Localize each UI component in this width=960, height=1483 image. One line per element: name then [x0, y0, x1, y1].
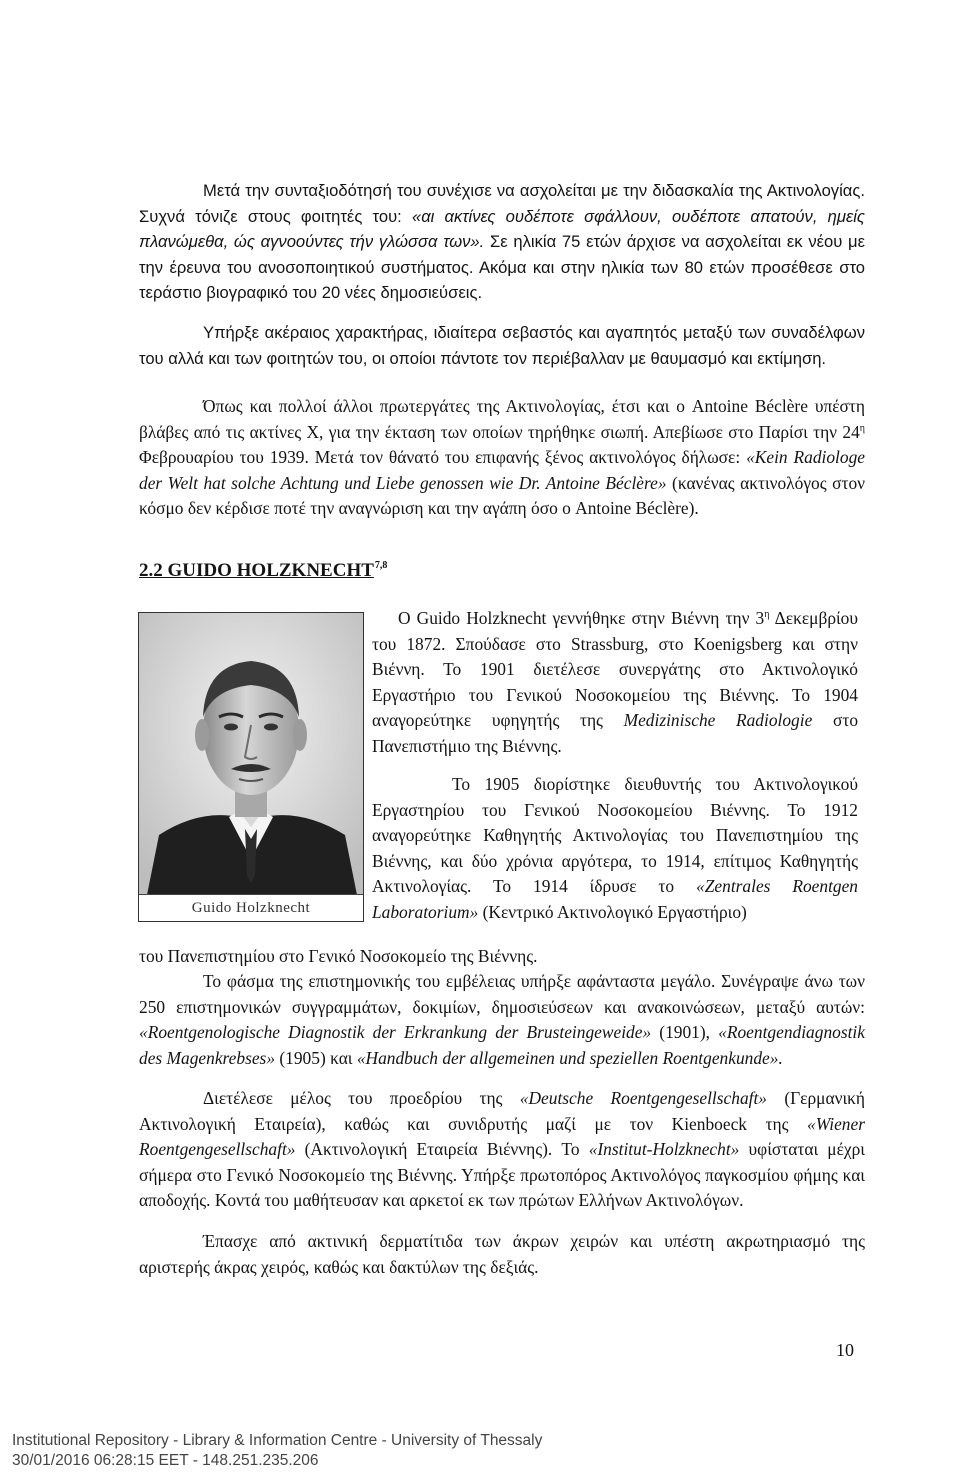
paragraph-death: Όπως και πολλοί άλλοι πρωτεργάτες της Ακτινολογίας, έτσι και ο Antoine Béclère υπέστη βλάβες από τις ακτίνες X, για την έκταση των οποίων τηρήθηκε σιωπή. Απεβίωσε στο Παρίσι την $24^\eta$ Φεβρουαρίου του 1939. Μετά τον θάνατό του επιφανής ξένος ακτινολόγος δήλωσε: «Kein Radiologe der Welt hat solche Achtung und Liebe genossen wie Dr. Antoine Béclère» (κανένας ακτινολόγος στον κόσμο δεν κέρδισε ποτέ την αναγνώριση και την αγάπη όσο ο Antoine Béclère). — [139, 396, 866, 519]
quote-german: «Kein Radiologe der Welt hat solche Achtung und Liebe genossen wie Dr. Antoine Béclère» — [139, 447, 865, 493]
paragraph-dermatitis: Έπασχε από ακτινική δερματίτιδα των άκρων χειρών και υπέστη ακρωτηριασμό της αριστερής άκρας χειρός, καθώς και δακτύλων της δεξιάς. — [139, 1231, 865, 1277]
page-number: 10 — [836, 1340, 854, 1360]
paragraph-bio-early: Ο Guido Holzknecht γεννήθηκε στην Βιέννη την $3^\eta$ Δεκεμβρίου του 1872. Σπούδασε στο Strassburg, στο Koenigsberg και στην Βιέννη. Το 1901 διετέλεσε συνεργάτης στο Ακτινολογικό Εργαστήριο του Γενικού Νοσοκομείου της Βιέννης. Το 1904 αναγορεύτηκε υφηγητής της Medizinische Radiologie στο Πανεπιστήμιο της Βιέννης. — [372, 608, 859, 756]
quote-greek: «αι ακτίνες ουδέποτε σφάλλουν, ουδέποτε απατούν, ημείς πλανώμεθα, ώς αγνοούντες τήν γλώσσα των». — [139, 206, 865, 252]
paragraph-character: Υπήρξε ακέραιος χαρακτήρας, ιδιαίτερα σεβαστός και αγαπητός μεταξύ των συναδέλφων του αλλά και των φοιτητών του, οι οποίοι πάντοτε τον περιέβαλλαν με θαυμασμό και εκτίμηση. — [139, 323, 865, 368]
paragraph-societies: Διετέλεσε μέλος του προεδρίου της «Deutsche Roentgengesellschaft» (Γερμανική Ακτινολογική Εταιρεία), καθώς και συνιδρυτής μαζί με τον Kienboeck της «Wiener Roentgengesellschaft» (Ακτινολογική Εταιρεία Βιέννης). Το «Institut-Holzknecht» υφίσταται μέχρι σήμερα στο Γενικό Νοσοκομείο της Βιέννης. Υπήρξε πρωτοπόρος Ακτινολόγος παγκοσμίου φήμης και αποδοχής. Κοντά του μαθήτευσαν και αρκετοί εκ των πρώτων Ελλήνων Ακτινολόγων. — [139, 1088, 865, 1211]
footer-timestamp: 30/01/2016 06:28:15 EET - 148.251.235.206 — [12, 1452, 319, 1469]
paragraph-publications: Το φάσμα της επιστημονικής του εμβέλειας υπήρξε αφάνταστα μεγάλο. Συνέγραψε άνω των 250 επιστημονικών συγγραμμάτων, δοκιμίων, δημοσιεύσεων και ανακοινώσεων, μεταξύ αυτών: «Roentgenologische Diagnostik der Erkrankung der Brusteingeweide» (1901), «Roentgendiagnostik des Magenkrebses» (1905) και «Handbuch der allgemeinen und speziellen Roentgenkunde». — [139, 971, 865, 1068]
footer-repository: Institutional Repository - Library & Information Centre - University of Thessaly — [12, 1432, 543, 1449]
portrait-image — [139, 613, 363, 895]
portrait-photo — [138, 612, 364, 922]
paragraph-bio-career: Το 1905 διορίστηκε διευθυντής του Ακτινολογικού Εργαστηρίου του Γενικού Νοσοκομείου Βιέννης. Το 1912 αναγορεύτηκε Καθηγητής Ακτινολογίας του Πανεπιστημίου της Βιέννης, και δύο χρόνια αργότερα, το 1914, επίτιμος Καθηγητής Ακτινολογίας. Το 1914 ίδρυσε το «Zentrales Roentgen Laboratorium» (Κεντρικό Ακτινολογικό Εργαστήριο) — [372, 774, 859, 922]
paragraph-retirement: Μετά την συνταξιοδότησή του συνέχισε να ασχολείται με την διδασκαλία της Ακτινολογίας. Συχνά τόνιζε στους φοιτητές του: «αι ακτίνες ουδέποτε σφάλλουν, ουδέποτε απατούν, ημείς πλανώμεθα, ώς αγνοούντες τήν γλώσσα των». Σε ηλικία 75 ετών άρχισε να ασχολείται εκ νέου με την έρευνα του ανοσοποιητικού συστήματος. Ακόμα και στην ηλικία των 80 ετών προσέθεσε στο τεράστιο βιογραφικό του 20 νέες δημοσιεύσεις. — [139, 181, 866, 303]
section-heading: 2.2 GUIDO HOLZKNECHT$^{7,8}$ — [139, 560, 388, 581]
photo-caption: Guido Holzknecht — [139, 894, 363, 921]
paragraph-bio-career-end: του Πανεπιστημίου στο Γενικό Νοσοκομείο της Βιέννης. — [139, 946, 538, 966]
institute-name: «Zentrales Roentgen Laboratorium» — [372, 876, 859, 922]
